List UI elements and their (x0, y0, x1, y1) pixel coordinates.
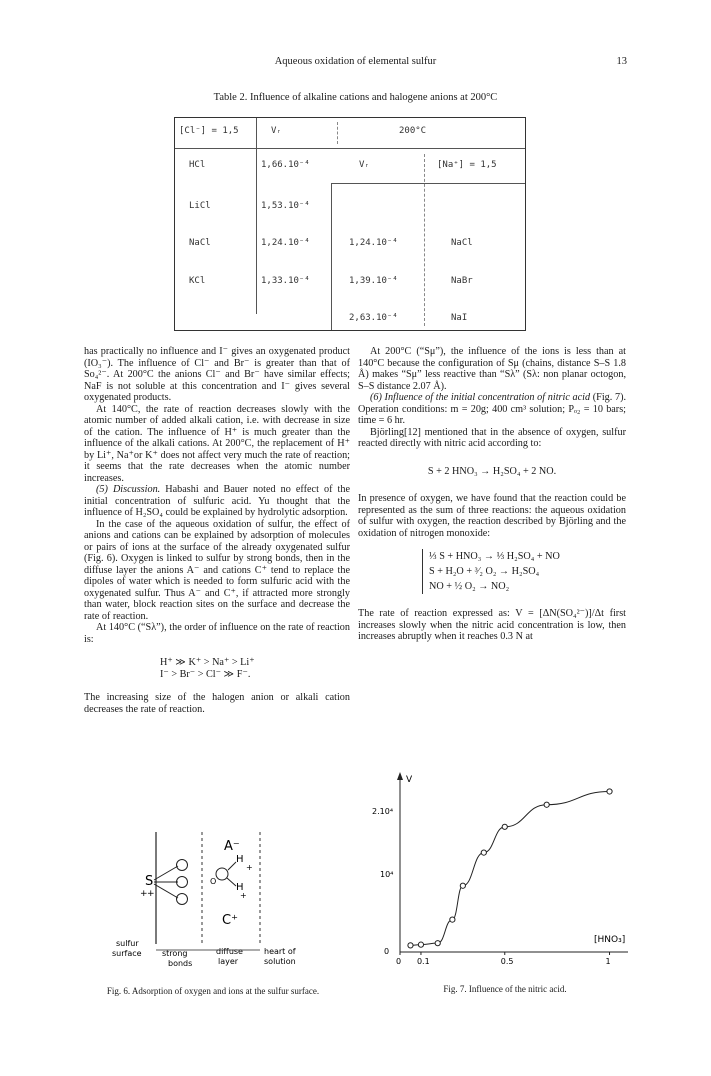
table-row-name: NaBr (451, 276, 473, 286)
table-dash-1 (337, 122, 338, 144)
fig7-xtick-label: 0.5 (500, 957, 514, 966)
fig6-hydrogen-label: H (236, 882, 244, 893)
table-row-name: LiCl (189, 201, 211, 211)
section-heading: (5) Discussion. (96, 484, 161, 495)
table-temp-head: 200°C (399, 126, 427, 136)
table-rule-col1 (256, 118, 257, 314)
table-cl-conc: [Cl⁻] = 1,5 (179, 126, 239, 136)
paragraph: Björling[12] mentioned that in the absence of oxygen, sulfur reacted directly with nitric acid according to: (358, 426, 626, 449)
right-column (358, 346, 626, 643)
fig6-oxygen-circle (177, 877, 188, 888)
fig7-data-point (544, 802, 549, 807)
paragraph: At 140°C, the rate of reaction decreases slowly with the atomic number of added alkali cation, i.e. with decrease in size of the cation. The influence of H⁺ is much greater than the influence of the alkali cations. At 200°C, the replacement of H⁺ by Li⁺, Na⁺or K⁺ does not affect very much the rate of reaction; it seems that the rate decreases when the atomic number increases. (84, 403, 350, 484)
table-row-value: 1,66.10⁻⁴ (261, 160, 310, 170)
influence-order-anions: I⁻ > Br⁻ > Cl⁻ ≫ F⁻. (160, 668, 251, 680)
fig7-caption: Fig. 7. Influence of the nitric acid. (443, 984, 567, 994)
left-column (84, 346, 350, 715)
fig6-plus-sign: + (147, 889, 155, 899)
fig7-data-point (481, 850, 486, 855)
fig6-water-bond (227, 878, 236, 886)
fig6-plus-sign: + (140, 889, 148, 899)
fig7-xtick-label: 0.1 (416, 957, 430, 966)
paragraph (84, 484, 350, 519)
table-row-value: 1,24.10⁻⁴ (349, 238, 398, 248)
fig7-y-arrow (397, 772, 403, 780)
table-row-value: 1,24.10⁻⁴ (261, 238, 310, 248)
fig6-diagram (112, 826, 314, 976)
table-dash-2 (424, 154, 425, 326)
fig7-ytick-top: 2.10⁴ (372, 807, 394, 816)
fig6-strong-bonds-label: strong (162, 949, 188, 958)
running-title: Aqueous oxidation of elemental sulfur (274, 56, 437, 67)
reaction-1: ⅓ S + HNO₃ → ⅓ H₂SO₄ + NO (429, 551, 560, 562)
paragraph: The increasing size of the halogen anion or alkali cation decreases the rate of reaction. (84, 692, 350, 715)
running-header (0, 56, 711, 72)
fig7-ytick-zero: 0 (384, 947, 390, 956)
table-rule-header (175, 148, 525, 149)
section-heading: (6) Influence of the initial concentration of nitric acid (370, 392, 591, 403)
page-number: 13 (616, 56, 627, 67)
table-row-value: 1,39.10⁻⁴ (349, 276, 398, 286)
fig7-data-point (450, 917, 455, 922)
table-rule-col2 (331, 183, 332, 330)
table-row-name: NaCl (189, 238, 211, 248)
paragraph: has practically no influence and I⁻ gives an oxygenated product (IO₃⁻). The influence of Cl⁻ and Br⁻ is greater than that of So₄²⁻. At 200°C the anions Cl⁻ and Br⁻ have similar effects; NaF is not soluble at this concentration and I⁻ gives several oxygenated products. (84, 346, 350, 403)
table-row-value: 1,53.10⁻⁴ (261, 201, 310, 211)
fig7-data-point (502, 824, 507, 829)
fig6-water-bond (228, 862, 236, 870)
fig7-data-point (435, 941, 440, 946)
table-row-name: KCl (189, 276, 206, 286)
paragraph-text: Habashi and Bauer noted no effect of the initial concentration of sulfuric acid. Yu thought that the influence of H₂SO₄ could be explained by hydrolytic adsorption. (84, 484, 350, 518)
fig7-chart (370, 770, 640, 970)
fig6-surface-label: surface (112, 949, 142, 958)
table-row-name: HCl (189, 160, 206, 170)
table-vr-sub: Vᵣ (359, 160, 370, 170)
reaction-system (422, 549, 626, 594)
table-2 (174, 117, 526, 331)
fig6-bond-line (154, 866, 178, 880)
paragraph: At 200°C (“Sμ”), the influence of the ions is less than at 140°C because the configuration of Sμ (chains, distance S–S 1.8 Å) makes “Sμ” less reactive than “Sλ” (Sλ: non planar octogon, S–S distance 2.07 Å). (358, 346, 626, 392)
fig6-bond-line (154, 884, 178, 898)
paragraph (358, 392, 626, 427)
fig6-oxygen-circle (177, 860, 188, 871)
table-rule-sub (331, 183, 525, 184)
fig6-oxygen-label: O (210, 877, 217, 886)
influence-order-cations: H⁺ ≫ K⁺ > Na⁺ > Li⁺ (160, 657, 255, 668)
fig7-series-line (410, 791, 609, 945)
table-row-value: 2,63.10⁻⁴ (349, 313, 398, 323)
fig6-plus-sign: + (246, 863, 253, 872)
paragraph: In presence of oxygen, we have found that the reaction could be represented as the sum of three reactions: the aqueous oxidation of sulfur with oxygen, the reaction described by Björling and the oxidation of nitrogen monoxide: (358, 493, 626, 539)
fig7-x-label: [HNO₃] (594, 935, 626, 945)
fig6-hydrogen-label: H (236, 854, 244, 865)
fig6-surface-label: sulfur (116, 939, 139, 948)
paragraph-text: (Fig. 7). Operation conditions: m = 20g; 400 cm³ solution; Pₒ₂ = 10 bars; time = 6 hr. (358, 392, 627, 426)
figure-6 (106, 826, 320, 996)
fig7-y-label: V (406, 775, 413, 785)
fig6-diffuse-label: layer (218, 957, 239, 966)
fig6-caption: Fig. 6. Adsorption of oxygen and ions at the sulfur surface. (106, 986, 320, 996)
fig6-heart-label: heart of (264, 947, 296, 956)
table-na-conc: [Na⁺] = 1,5 (437, 160, 497, 170)
fig7-xtick-label: 0 (396, 957, 402, 966)
fig7-ytick-mid: 10⁴ (380, 870, 394, 879)
fig6-strong-bonds-label: bonds (168, 959, 193, 968)
fig6-sulfur-label: S (145, 874, 154, 889)
fig6-water-oxygen (216, 868, 228, 880)
table-row-name: NaCl (451, 238, 473, 248)
fig7-xtick-label: 1 (605, 957, 611, 966)
fig6-diffuse-label: diffuse (216, 947, 243, 956)
fig7-data-point (460, 883, 465, 888)
fig6-oxygen-circle (177, 894, 188, 905)
reaction-2: S + H₂O + ³⁄₂ O₂ → H₂SO₄ (429, 566, 540, 577)
table-vr-head: Vᵣ (271, 126, 282, 136)
fig7-data-point (607, 789, 612, 794)
equation-bjorling: S + 2 HNO₃ → H₂SO₄ + 2 NO. (427, 465, 557, 477)
table-row-name: NaI (451, 313, 468, 323)
paragraph: At 140°C (“Sλ”), the order of influence on the rate of reaction is: (84, 622, 350, 645)
fig6-heart-label: solution (264, 957, 296, 966)
table-row-value: 1,33.10⁻⁴ (261, 276, 310, 286)
fig7-data-point (418, 942, 423, 947)
fig6-plus-sign: + (240, 891, 247, 900)
reaction-3: NO + ½ O₂ → NO₂ (429, 581, 510, 592)
paragraph: The rate of reaction expressed as: V = [ΔN(SO₄²⁻)]/Δt first increases slowly when the nitric acid concentration is low, then increases abruptly when it reaches 0.3 N at (358, 608, 626, 642)
fig6-cation-label: C⁺ (222, 913, 238, 928)
fig7-data-point (408, 943, 413, 948)
fig6-anion-label: A⁻ (224, 839, 240, 854)
figure-7 (370, 770, 640, 994)
table-caption: Table 2. Influence of alkaline cations and halogene anions at 200°C (213, 92, 498, 103)
paragraph: In the case of the aqueous oxidation of sulfur, the effect of anions and cations can be explained by adsorption of molecules or pairs of ions at the surface of the already oxygenated sulfur (Fig. 6). Oxygen is linked to sulfur by strong bonds, then in the diffuse layer the anions A⁻ and cations C⁺ tend to replace the dipoles of water which is needed to form sulfuric acid with the oxygenated sulfur. Thus A⁻ and C⁺, if attracted more strongly than water, block reaction sites on the surface and decrease the rate of reaction. (84, 518, 350, 622)
